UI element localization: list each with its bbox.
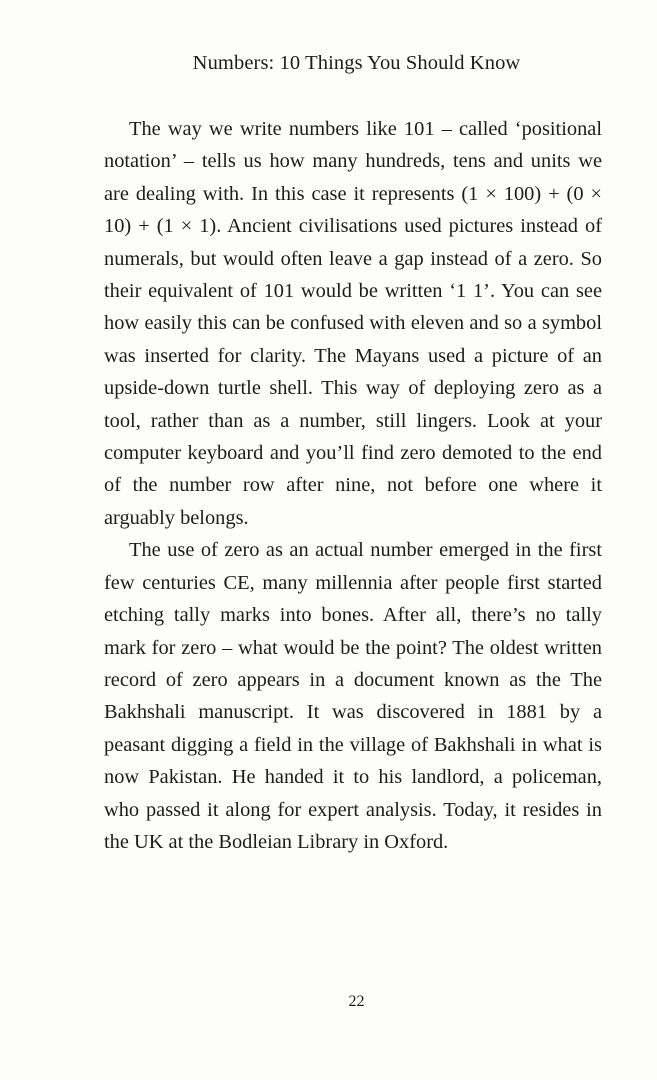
paragraph-zero-history: The use of zero as an actual number emerged in the first few centuries CE, many millennia after people first started etching tally marks into bones. After all, there’s no tally mark for zero – what would be the point? The oldest written record of zero appears in a document known as the The Bakhshali manuscript. It was discovered in 1881 by a peasant digging a field in the village of Bakhshali in what is now Pakistan. He handed it to his landlord, a policeman, who passed it along for expert analysis. Today, it resides in the UK at the Bodleian Library in Oxford. (104, 539, 602, 853)
running-head: Numbers: 10 Things You Should Know (192, 52, 521, 74)
page-number: 22 (348, 993, 365, 1010)
paragraph-positional-notation: The way we write numbers like 101 – called ‘positional notation’ – tells us how many hundreds, tens and units we are dealing with. In this case it represents (1 × 100) + (0 × 10) + (1 × 1). Ancient civilisations used pictures instead of numerals, but would often leave a gap instead of a zero. So their equivalent of 101 would be written ‘1 1’. You can see how easily this can be confused with eleven and so a symbol was inserted for clarity. The Mayans used a picture of an upside-down turtle shell. This way of deploying zero as a tool, rather than as a number, still lingers. Look at your computer keyboard and you’ll find zero demoted to the end of the number row after nine, not before one where it arguably belongs. (104, 118, 602, 529)
body-text (104, 113, 602, 858)
